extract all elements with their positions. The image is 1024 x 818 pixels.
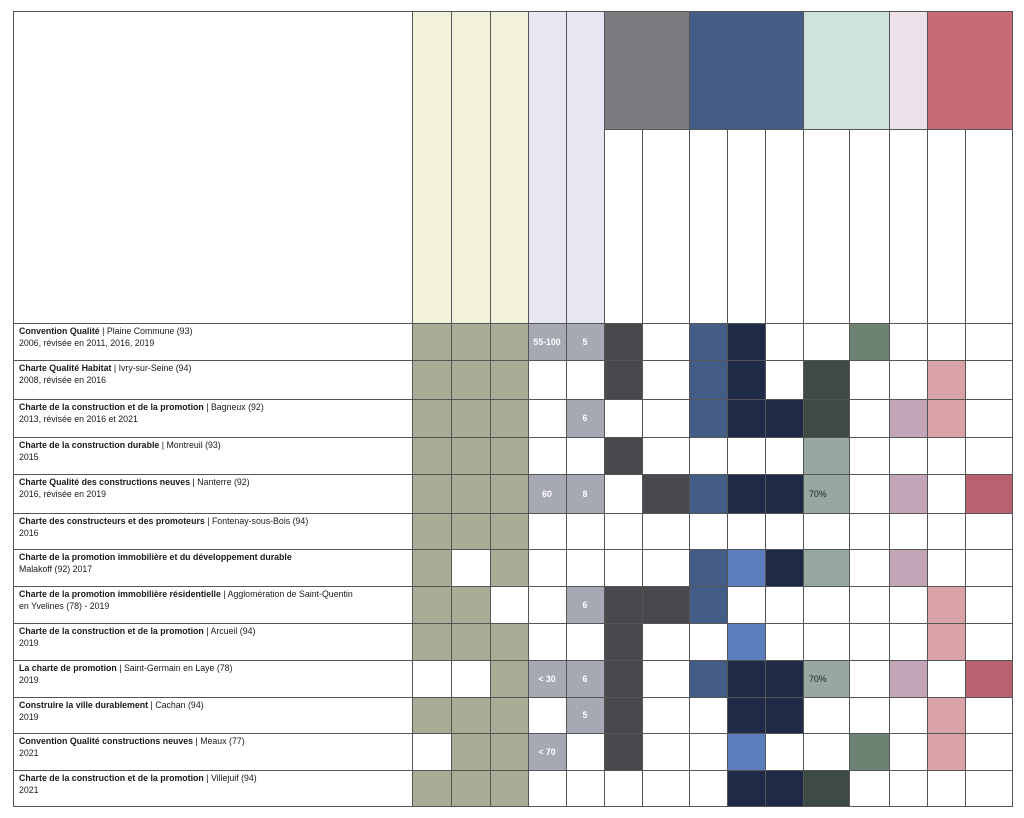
- table-cell: [927, 360, 965, 399]
- row-title: Charte de la construction et de la promotion: [19, 402, 204, 412]
- table-cell: [889, 660, 927, 697]
- table-cell: [727, 660, 765, 697]
- table-cell: [528, 770, 566, 806]
- table-cell: [604, 770, 642, 806]
- table-cell: [803, 623, 849, 660]
- table-cell: [689, 586, 727, 623]
- table-cell: [849, 474, 889, 513]
- column-header-label: [803, 129, 849, 323]
- table-cell: [689, 623, 727, 660]
- table-cell: [528, 513, 566, 549]
- table-cell: [451, 770, 490, 806]
- table-cell: [965, 733, 1012, 770]
- table-cell: [849, 770, 889, 806]
- table-cell: [642, 733, 689, 770]
- table-cell: [849, 660, 889, 697]
- table-cell: [451, 623, 490, 660]
- table-cell: [727, 623, 765, 660]
- row-title: Convention Qualité: [19, 326, 100, 336]
- table-cell: [642, 360, 689, 399]
- table-cell: [566, 623, 604, 660]
- table-cell: [765, 623, 803, 660]
- row-label: [13, 623, 412, 660]
- column-header-label: [566, 11, 604, 323]
- row-place: | Villejuif (94): [203, 773, 257, 783]
- table-cell: [451, 513, 490, 549]
- table-cell: [566, 437, 604, 474]
- row-place: | Agglomération de Saint-Quentin: [220, 589, 353, 599]
- row-label: [13, 660, 412, 697]
- table-cell: [566, 770, 604, 806]
- table-cell: [849, 623, 889, 660]
- table-cell: [803, 697, 849, 733]
- table-cell: [889, 623, 927, 660]
- cell-value: 5: [582, 710, 588, 720]
- table-cell: [965, 323, 1012, 360]
- table-cell: [412, 323, 451, 360]
- table-cell: [490, 623, 528, 660]
- table-cell: [412, 437, 451, 474]
- table-cell: [965, 437, 1012, 474]
- table-cell: [727, 437, 765, 474]
- table-cell: [803, 549, 849, 586]
- row-date: 2021: [19, 747, 39, 758]
- table-cell: [889, 474, 927, 513]
- table-cell: [642, 437, 689, 474]
- table-cell: [642, 770, 689, 806]
- row-label: [13, 770, 412, 806]
- column-header-label: [965, 129, 1012, 323]
- row-place: | Arcueil (94): [203, 626, 256, 636]
- table-cell: [490, 733, 528, 770]
- row-label: [13, 549, 412, 586]
- column-header-label: [642, 129, 689, 323]
- table-border-right: [1012, 11, 1013, 806]
- table-cell: [490, 474, 528, 513]
- row-title: Convention Qualité constructions neuves: [19, 736, 194, 746]
- table-cell: [927, 660, 965, 697]
- table-cell: [965, 697, 1012, 733]
- table-cell: [965, 474, 1012, 513]
- row-label: [13, 697, 412, 733]
- row-date: 2015: [19, 451, 39, 462]
- table-cell: [490, 660, 528, 697]
- row-title: Charte des constructeurs et des promoteurs: [19, 516, 205, 526]
- row-label: [13, 323, 412, 360]
- table-cell: [965, 623, 1012, 660]
- row-date: 2019: [19, 637, 39, 648]
- table-cell: [803, 733, 849, 770]
- row-label: [13, 513, 412, 549]
- table-cell: [451, 323, 490, 360]
- table-cell: [765, 399, 803, 437]
- table-cell: [849, 399, 889, 437]
- cell-value: 6: [582, 599, 588, 610]
- row-label: [13, 474, 412, 513]
- table-cell: [889, 513, 927, 549]
- table-cell: [566, 513, 604, 549]
- table-cell: [727, 323, 765, 360]
- table-cell: [849, 323, 889, 360]
- table-cell: [689, 513, 727, 549]
- table-cell: [765, 437, 803, 474]
- table-cell: [604, 549, 642, 586]
- cell-value: 6: [582, 673, 588, 684]
- column-header-label: [927, 129, 965, 323]
- table-cell: [849, 586, 889, 623]
- table-cell: [412, 660, 451, 697]
- row-date: 2019: [19, 711, 39, 722]
- table-cell: [927, 399, 965, 437]
- table-cell: [642, 474, 689, 513]
- row-label: [13, 437, 412, 474]
- table-cell: [490, 549, 528, 586]
- table-cell: [727, 399, 765, 437]
- table-cell: [765, 660, 803, 697]
- cell-value: 55-100: [533, 336, 561, 347]
- table-cell: [604, 474, 642, 513]
- table-cell: [765, 474, 803, 513]
- table-cell: [689, 770, 727, 806]
- table-cell: [849, 697, 889, 733]
- table-cell: [727, 697, 765, 733]
- table-cell: [528, 623, 566, 660]
- cell-value: 70%: [809, 673, 827, 684]
- table-cell: [451, 474, 490, 513]
- table-cell: [927, 770, 965, 806]
- row-date: 2019: [19, 674, 39, 685]
- group-header-label: [803, 11, 843, 129]
- table-cell: [803, 360, 849, 399]
- table-cell: [642, 549, 689, 586]
- column-header-label: [689, 129, 727, 323]
- row-date: 2016, révisée en 2019: [19, 488, 107, 499]
- table-cell: [765, 360, 803, 399]
- table-cell: [727, 360, 765, 399]
- row-title: Charte de la construction et de la promotion: [19, 773, 204, 783]
- table-cell: [803, 513, 849, 549]
- table-cell: [451, 437, 490, 474]
- row-place: | Meaux (77): [193, 736, 245, 746]
- row-label: [13, 586, 412, 623]
- table-cell: [803, 437, 849, 474]
- table-cell: [765, 549, 803, 586]
- table-cell: [689, 399, 727, 437]
- table-cell: [727, 474, 765, 513]
- table-cell: [965, 399, 1012, 437]
- row-title: Charte de la construction durable: [19, 440, 160, 450]
- table-cell: [490, 697, 528, 733]
- row-date: 2013, révisée en 2016 et 2021: [19, 413, 138, 424]
- table-cell: [412, 733, 451, 770]
- column-header-label: [765, 129, 803, 323]
- table-cell: [412, 770, 451, 806]
- table-cell: [451, 586, 490, 623]
- table-cell: [604, 360, 642, 399]
- row-title: La charte de promotion: [19, 663, 117, 673]
- table-cell: [642, 697, 689, 733]
- table-cell: [965, 770, 1012, 806]
- row-label: [13, 399, 412, 437]
- table-cell: [727, 549, 765, 586]
- table-cell: [765, 770, 803, 806]
- cell-value: 60: [542, 488, 552, 499]
- row-title: Charte de la promotion immobilière et du développement durable: [19, 552, 292, 562]
- table-cell: [604, 399, 642, 437]
- row-place: | Montreuil (93): [159, 440, 221, 450]
- table-cell: [412, 586, 451, 623]
- row-place: | Nanterre (92): [190, 477, 250, 487]
- table-cell: [412, 513, 451, 549]
- group-header-label: [927, 11, 967, 129]
- row-place: | Cachan (94): [148, 700, 204, 710]
- table-cell: [412, 623, 451, 660]
- table-cell: [490, 770, 528, 806]
- table-border-bottom: [13, 806, 1013, 807]
- table-cell: [566, 549, 604, 586]
- table-cell: [889, 323, 927, 360]
- table-cell: [451, 660, 490, 697]
- table-cell: [490, 360, 528, 399]
- table-cell: [528, 549, 566, 586]
- table-cell: [642, 623, 689, 660]
- table-cell: [803, 399, 849, 437]
- table-cell: [727, 770, 765, 806]
- row-title: Charte Qualité Habitat: [19, 363, 112, 373]
- table-cell: [689, 323, 727, 360]
- table-cell: [927, 513, 965, 549]
- table-cell: [803, 586, 849, 623]
- row-date: en Yvelines (78) - 2019: [19, 600, 110, 611]
- row-label: [13, 733, 412, 770]
- table-cell: [642, 660, 689, 697]
- column-header-label: [412, 11, 451, 323]
- table-cell: [451, 733, 490, 770]
- row-date: Malakoff (92) 2017: [19, 563, 93, 574]
- table-cell: [727, 586, 765, 623]
- table-cell: [889, 399, 927, 437]
- table-cell: [451, 399, 490, 437]
- cell-value: < 70: [538, 746, 556, 757]
- table-cell: [604, 513, 642, 549]
- cell-value: 70%: [809, 488, 827, 499]
- column-header-label: [727, 129, 765, 323]
- header-corner: [13, 11, 412, 323]
- table-cell: [965, 660, 1012, 697]
- table-cell: [765, 323, 803, 360]
- row-place: | Plaine Commune (93): [99, 326, 193, 336]
- cell-value: 8: [582, 488, 588, 499]
- row-label: [13, 360, 412, 399]
- row-place: | Fontenay-sous-Bois (94): [204, 516, 309, 526]
- table-cell: [849, 360, 889, 399]
- table-cell: [927, 697, 965, 733]
- table-cell: [528, 586, 566, 623]
- table-cell: [642, 399, 689, 437]
- table-cell: [803, 770, 849, 806]
- table-cell: [451, 549, 490, 586]
- table-cell: [765, 513, 803, 549]
- row-date: 2006, révisée en 2011, 2016, 2019: [19, 337, 155, 348]
- table-cell: [412, 549, 451, 586]
- table-cell: [604, 437, 642, 474]
- row-title: Charte de la construction et de la promotion: [19, 626, 204, 636]
- table-cell: [889, 697, 927, 733]
- table-cell: [889, 360, 927, 399]
- table-cell: [765, 733, 803, 770]
- cell-value: 5: [582, 336, 588, 347]
- table-cell: [451, 360, 490, 399]
- table-cell: [927, 323, 965, 360]
- row-place: | Saint-Germain en Laye (78): [116, 663, 233, 673]
- table-cell: [965, 586, 1012, 623]
- table-cell: [490, 323, 528, 360]
- row-date: 2021: [19, 784, 39, 795]
- table-cell: [765, 697, 803, 733]
- table-cell: [412, 360, 451, 399]
- table-cell: [642, 513, 689, 549]
- table-cell: [849, 437, 889, 474]
- table-cell: [604, 660, 642, 697]
- cell-value: 6: [582, 413, 588, 423]
- table-cell: [849, 549, 889, 586]
- row-place: | Ivry-sur-Seine (94): [111, 363, 192, 373]
- table-cell: [927, 437, 965, 474]
- group-header-label: [604, 11, 644, 129]
- table-cell: [528, 399, 566, 437]
- table-cell: [965, 360, 1012, 399]
- table-cell: [689, 697, 727, 733]
- table-cell: [412, 697, 451, 733]
- column-header-label: [889, 129, 927, 323]
- table-cell: [803, 323, 849, 360]
- column-header-label: [451, 11, 490, 323]
- cell-value: < 30: [538, 673, 556, 684]
- table-cell: [451, 697, 490, 733]
- table-cell: [604, 623, 642, 660]
- table-cell: [528, 437, 566, 474]
- table-cell: [927, 623, 965, 660]
- table-cell: [528, 697, 566, 733]
- table-cell: [642, 323, 689, 360]
- column-header-label: [490, 11, 528, 323]
- table-cell: [528, 360, 566, 399]
- table-cell: [412, 474, 451, 513]
- table-cell: [566, 360, 604, 399]
- table-cell: [490, 586, 528, 623]
- table-cell: [604, 697, 642, 733]
- table-cell: [965, 513, 1012, 549]
- row-place: | Bagneux (92): [203, 402, 264, 412]
- column-header-label: [604, 129, 642, 323]
- row-date: 2016: [19, 527, 39, 538]
- table-cell: [849, 733, 889, 770]
- table-cell: [604, 733, 642, 770]
- table-cell: [412, 399, 451, 437]
- column-header-label: [528, 11, 566, 323]
- row-title: Construire la ville durablement: [19, 700, 149, 710]
- row-title: Charte de la promotion immobilière résidentielle: [19, 589, 221, 599]
- table-cell: [604, 323, 642, 360]
- table-cell: [927, 549, 965, 586]
- table-cell: [889, 586, 927, 623]
- table-cell: [889, 549, 927, 586]
- table-cell: [490, 513, 528, 549]
- table-cell: [927, 586, 965, 623]
- table-cell: [765, 586, 803, 623]
- group-header-label: [689, 11, 729, 129]
- row-date: 2008, révisée en 2016: [19, 374, 107, 385]
- table-cell: [566, 733, 604, 770]
- row-title: Charte Qualité des constructions neuves: [19, 477, 191, 487]
- table-cell: [689, 360, 727, 399]
- table-cell: [849, 513, 889, 549]
- table-cell: [727, 733, 765, 770]
- table-cell: [689, 437, 727, 474]
- table-cell: [689, 660, 727, 697]
- table-cell: [927, 474, 965, 513]
- table-cell: [490, 437, 528, 474]
- table-cell: [689, 549, 727, 586]
- table-cell: [889, 437, 927, 474]
- table-cell: [889, 770, 927, 806]
- group-header-label: [889, 11, 927, 129]
- table-cell: [965, 549, 1012, 586]
- table-cell: [727, 513, 765, 549]
- table-cell: [604, 586, 642, 623]
- table-cell: [490, 399, 528, 437]
- column-header-label: [849, 129, 889, 323]
- table-cell: [689, 474, 727, 513]
- table-cell: [889, 733, 927, 770]
- table-cell: [689, 733, 727, 770]
- table-cell: [927, 733, 965, 770]
- table-cell: [642, 586, 689, 623]
